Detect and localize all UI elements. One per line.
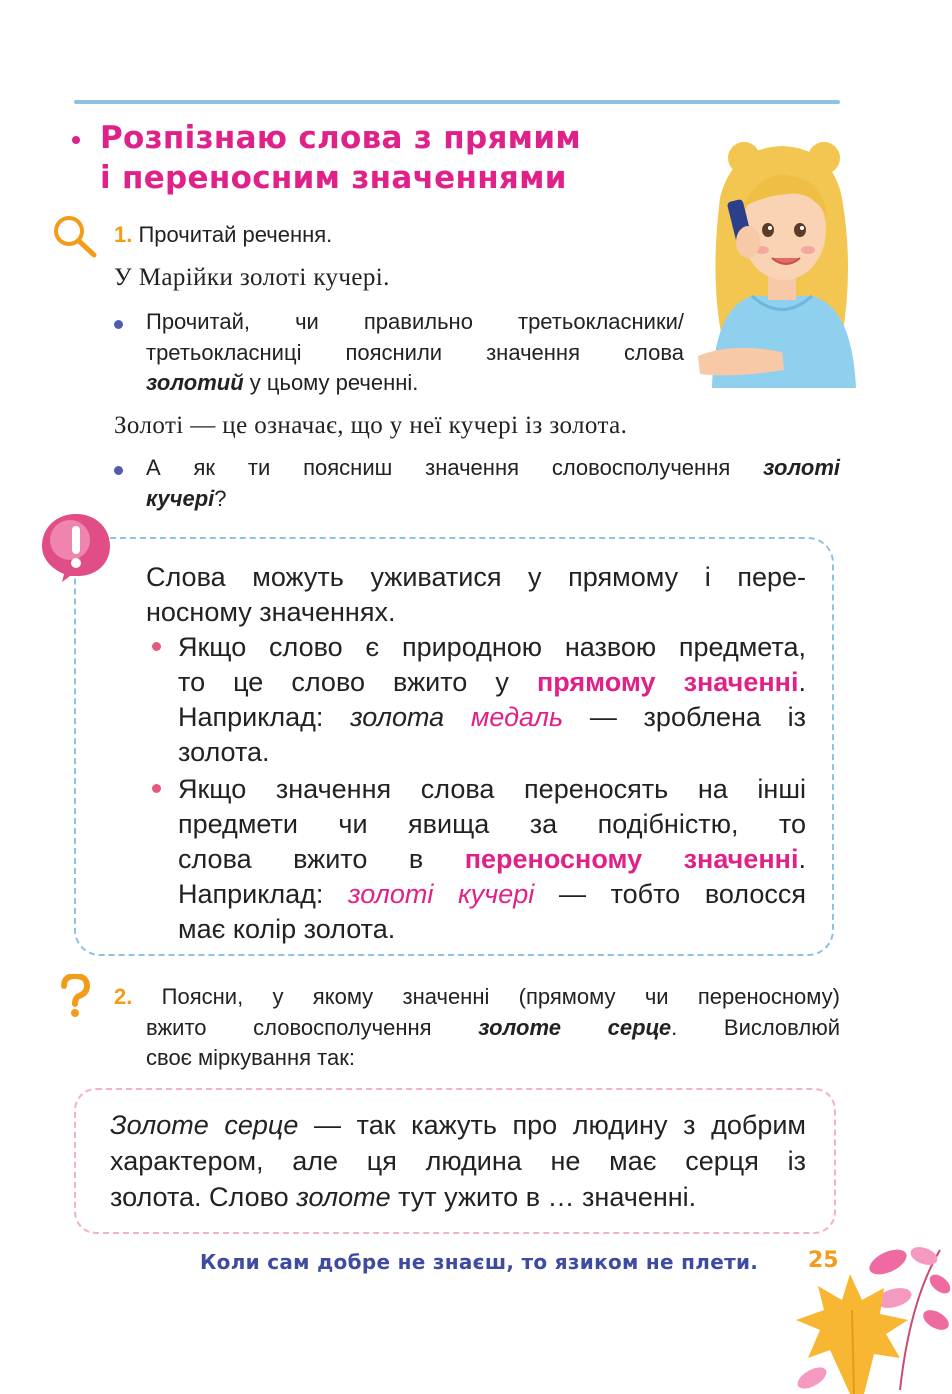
autumn-leaves-decoration (790, 1240, 952, 1394)
item-1-example-label: Наприклад: (178, 702, 351, 732)
task-1-text: Прочитай речення. (138, 222, 333, 247)
top-rule (74, 100, 840, 104)
item-1-line-3 (178, 700, 806, 735)
page-title (100, 118, 581, 198)
answer-line-3 (110, 1179, 806, 1215)
bullet-2-text: А як ти поясниш значення словосполучення (146, 455, 764, 480)
bullet-1-line-2: третьокласниці пояснили значення слова (146, 339, 684, 365)
answer-line-1 (110, 1107, 806, 1143)
item-1-line-1: Якщо слово є природною назвою предмета, (178, 632, 806, 662)
answer-line-1-rest: — так кажуть про людину з добрим (298, 1110, 806, 1140)
item-2-line-4 (178, 877, 806, 912)
term-pryame: прямому значенні (536, 667, 799, 697)
item-2-line-3-pre: слова вжито в (178, 844, 465, 874)
item-1-line-2-pre: то це слово вжито у (178, 667, 537, 697)
rule-bullet-2 (152, 784, 161, 793)
item-2-line-1: Якщо значення слова переносять на інші (178, 774, 806, 804)
item-2-line-3-post: . (798, 844, 806, 874)
rule-item-2 (178, 772, 806, 947)
item-2-line-4-post: — тобто волосся (534, 879, 806, 909)
magnifier-icon (52, 214, 98, 258)
rule-item-1 (178, 630, 806, 770)
keyword-zolotyi: золотий (146, 370, 244, 395)
girl-illustration (692, 138, 862, 390)
keyword-zolote-sertse: золоте серце (478, 1014, 672, 1040)
example-medal: медаль (470, 702, 564, 732)
bullet-2-end: ? (214, 485, 227, 511)
answer-text (110, 1107, 806, 1215)
task-2-line-2-pre: вжито словосполучення (146, 1014, 479, 1040)
rule-intro-line-1: Слова можуть уживатися у прямому і пере- (146, 562, 806, 592)
item-2-example-label: Наприклад: (178, 879, 349, 909)
task-2-line-2 (114, 1013, 840, 1044)
page-number: 25 (808, 1248, 839, 1273)
item-2-line-5: має колір золота. (178, 914, 396, 944)
item-1-line-2 (178, 665, 806, 700)
bullet-1-line-1: Прочитай, чи правильно третьокласники/ (146, 309, 684, 334)
rule-text (146, 560, 806, 630)
item-2-line-2: предмети чи явища за подібністю, то (178, 809, 806, 839)
bullet-1-rest: у цьому реченні. (243, 370, 419, 395)
task-1-number: 1. (114, 222, 133, 247)
title-line-2: і переносним значеннями (100, 160, 567, 196)
task-2-line-2-post: . Висловлюй (671, 1014, 840, 1040)
bullet-2-line-1 (146, 453, 840, 484)
bullet-1-line-3 (146, 368, 684, 399)
task-1-instruction (114, 220, 332, 250)
title-bullet (72, 136, 80, 144)
task-2-line-1-text: Поясни, у якому значенні (прямому чи переносному) (161, 984, 840, 1009)
task-2-line-3: своє міркування так: (146, 1045, 355, 1070)
exclamation-bubble-icon (40, 510, 114, 582)
task-2-line-1 (114, 982, 840, 1013)
item-1-line-3-post: — зроблена із (563, 702, 806, 732)
example-zoloti-kucheri: золоті кучері (348, 879, 535, 909)
question-mark-icon (58, 974, 92, 1018)
rule-bullet-1 (152, 642, 161, 651)
task-1-bullet-1 (146, 307, 684, 399)
example-zolota: золота (350, 702, 445, 732)
answer-line-3-pre: золота. Слово (110, 1182, 297, 1212)
bullet-2-line-2 (146, 484, 840, 515)
keyword-kucheri: кучері (146, 485, 215, 511)
item-1-line-2-post: . (798, 667, 806, 697)
answer-italic-zolote: золоте (296, 1182, 391, 1212)
answer-line-2: характером, але ця людина не має серця із (110, 1146, 806, 1176)
item-1-line-4: золота. (178, 737, 270, 767)
keyword-zoloti: золоті (763, 455, 840, 480)
item-2-line-3 (178, 842, 806, 877)
bullet-dot (114, 320, 123, 329)
answer-line-3-post: тут ужито в … значенні. (390, 1182, 697, 1212)
bullet-dot (114, 466, 123, 475)
footer-proverb: Коли сам добре не знаєш, то язиком не плети. (200, 1250, 759, 1274)
task-1-explanation: Золоті — це означає, що у неї кучері із золота. (114, 412, 628, 439)
term-perenosne: переносному значенні (464, 844, 799, 874)
title-line-1: Розпізнаю слова з прямим (100, 120, 581, 156)
answer-italic-zolote-sertse: Золоте серце (110, 1110, 299, 1140)
task-1-bullet-2 (146, 453, 840, 514)
rule-intro-line-2: носному значеннях. (146, 597, 396, 627)
task-2-number: 2. (114, 984, 133, 1009)
task-2 (114, 982, 840, 1074)
task-1-sentence: У Марійки золоті кучері. (114, 264, 390, 291)
